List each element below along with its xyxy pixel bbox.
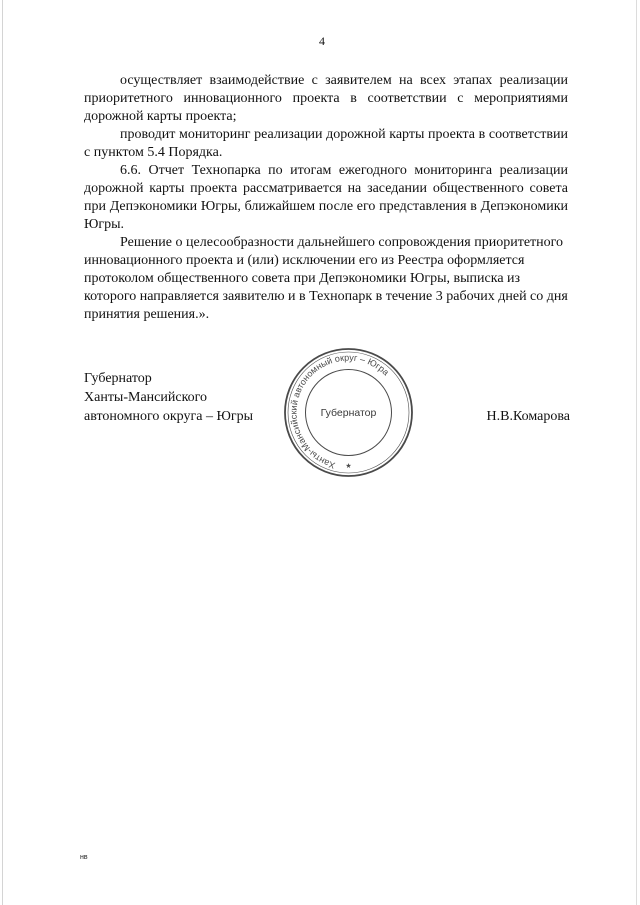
governor-seal <box>283 347 414 478</box>
paragraph-decision: Решение о целесообразности дальнейшего сопровождения приоритетного инновационного проекта и (или) исключении его из Реестра оформляется протоколом общественного совета при Депэкономики Югры, выписка из которого направляется заявителю и в Технопарк в течение 3 рабочих дней со дня принятия решения.». <box>84 235 568 322</box>
seal-center-text: Губернатор <box>320 407 377 419</box>
seal-graphic <box>283 347 414 478</box>
paragraph-6-6: 6.6. Отчет Технопарка по итогам ежегодного мониторинга реализации дорожной карты проекта рассматривается на заседании общественного совета при Депэкономики Югры, ближайшем после его представления в Депэкономики Югры. <box>84 163 568 232</box>
seal-ring-text: Ханты-Мансийский автономный округ – Югра <box>288 352 391 471</box>
scan-edge-right <box>636 0 637 905</box>
signer-title <box>84 369 274 426</box>
paragraph-monitoring: проводит мониторинг реализации дорожной карты проекта в соответствии с пунктом 5.4 Порядка. <box>84 127 568 160</box>
body-text <box>84 72 568 324</box>
footer-mark: нв <box>80 854 88 861</box>
scan-edge-left <box>2 0 3 905</box>
seal-star-icon: ★ <box>345 462 352 470</box>
signer-title-line: автономного округа – Югры <box>84 409 253 424</box>
signer-title-line: Губернатор <box>84 371 152 386</box>
signatory-name: Н.В.Комарова <box>486 409 570 424</box>
paragraph-interaction: осуществляет взаимодействие с заявителем на всех этапах реализации приоритетного инновационного проекта в соответствии с мероприятиями дорожной карты проекта; <box>84 73 568 124</box>
page-number: 4 <box>319 34 325 48</box>
signer-title-line: Ханты-Мансийского <box>84 390 208 405</box>
